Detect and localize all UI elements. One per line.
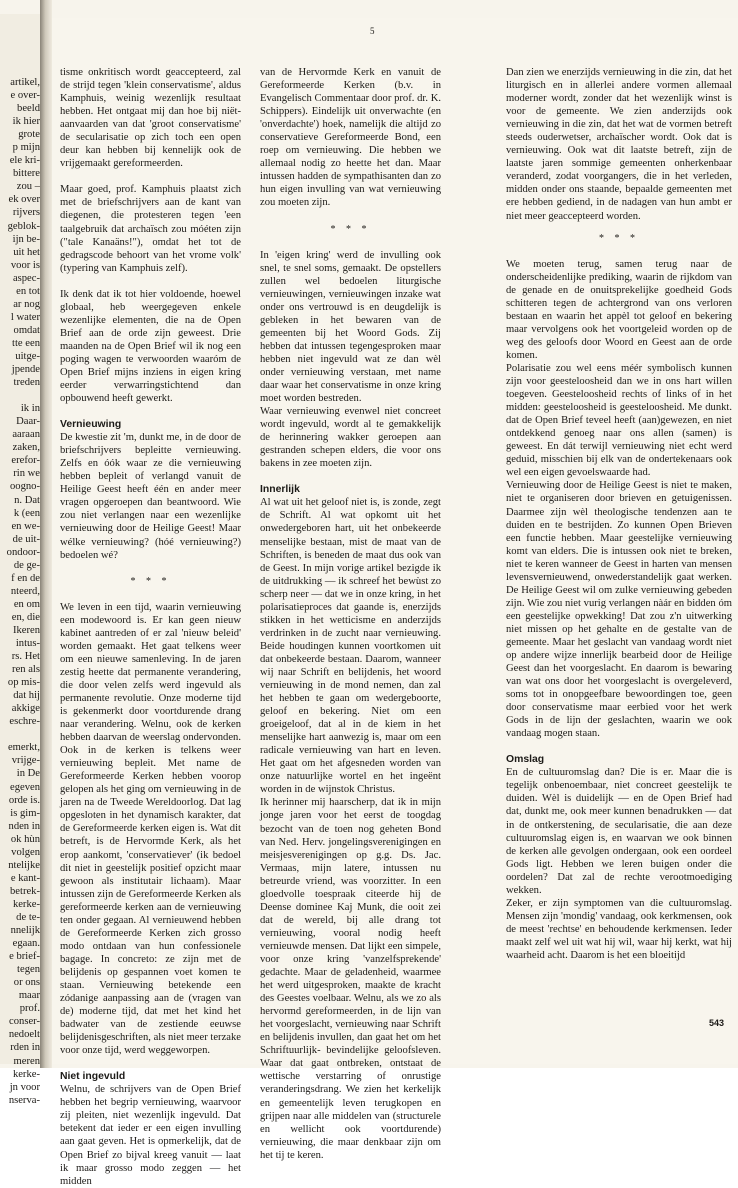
paragraph: Polarisatie zou wel eens méér symbolisch kunnen zijn voor geesteloosheid dan we in ons hart willen toegeven. Geesteloosheid rechts of links of in het midden: geesteloosheid is geesteloosheid. Me dunkt. dat de Open Brief teveel heeft (aan)gewezen, en niet ontdekkend genoeg naar ons allen (samen) is geweest. En dát terwijl vernieuwing niet echt werd geduid, misschien bij elk van de ondertekenaars ook wel een eigen gevoelswaarde had. xyxy=(506,362,732,479)
fragment-line: nserva- xyxy=(8,1094,40,1106)
fragment-line: oogno- xyxy=(9,481,40,493)
header-mark: 5 xyxy=(370,26,375,36)
fragment-line: Ikeren xyxy=(12,624,40,636)
fragment-line: n. Dat xyxy=(14,494,40,506)
paragraph: Ik herinner mij haarscherp, dat ik in mijn jonge jaren voor het eerst de toogdag bezocht van de toen nog geheten Bond van Ned. Herv. jongelingsverenigingen en meisjesverenigingen op g.g. Ds. Jac. Vermaas, mijn latere, intussen nu betreurde vriend, was voorzitter. In een gloedvolle toespraak citeerde hij de Deense dominee Kaj Munk, die ooit zei dat de wereld, bij alle drang tot vernieuwing, vooral nodig heeft vernieuwde mensen. Dat lijkt een simpele, voor onze kring 'vanzelfsprekende' gedachte. Maar de geladenheid, waarmee het werd uitgesproken, maakte de kracht des Geestes voelbaar. Welnu, als we zo als hervormd gereformeerden, in de lijn van het voorgeslacht, vernieuwing naar Schrift en belijdenis invullen, dan gaat het om het Schriftuurlijk- bevindelijke geloofsleven. Waar dat gaat ontbreken, ontstaat de wettische verstarring of onrustige veranderingsdrang. We zien het kerkelijk en gemeentelijk leven terugkopen en grijpen naar alle middelen van (structurele en wellicht ook voortdurende) vernieuwing, die maar denkbaar zijn om het tij te keren. xyxy=(260,797,441,1161)
fragment-line: artikel, xyxy=(10,77,40,88)
fragment-line: de ge- xyxy=(13,559,40,571)
fragment-line: maar xyxy=(18,990,40,1002)
fragment-line: geblok- xyxy=(7,220,40,232)
binding-gutter xyxy=(40,0,52,1068)
fragment-line: treden xyxy=(13,377,40,389)
fragment-line: erefor- xyxy=(11,455,40,467)
fragment-line: intus- xyxy=(15,638,40,650)
fragment-line: nnelijk xyxy=(10,925,40,937)
paragraph: Ik denk dat ik tot hier voldoende, hoewel globaal, heb weergegeven enkele wezenlijke elementen, die na de Open Brief aan de orde zijn geweest. Drie maanden na de Open Brief wil ik nog een poging wagen te verwoorden waaróm de Open Brief mijns inziens in eigen kring eerder verwarringstichtend dan opbouwend heeft gewerkt. xyxy=(60,288,241,405)
fragment-line: nden in xyxy=(8,820,40,832)
fragment-line: aspec- xyxy=(12,272,40,284)
section-divider: * * * xyxy=(130,575,171,587)
fragment-line: de uit- xyxy=(12,533,40,545)
fragment-line: en, die xyxy=(11,611,40,623)
column-2 xyxy=(260,66,441,1162)
fragment-line: ok hùn xyxy=(10,833,40,845)
fragment-line: en tot xyxy=(16,285,40,297)
fragment-line: in De xyxy=(16,768,40,780)
paragraph: tisme onkritisch wordt geaccepteerd, zal de strijd tegen 'klein conservatisme', aldus Kamphuis, weinig wezenlijk resultaat hebben. Het ontgaat mij dan hoe bij niët- aanvaarden van dat 'groot conservatisme' de secularisatie op zich toch een open deur kan hebben bij kennelijk ook de vrijgemaakt gereformeerden. xyxy=(60,67,241,170)
article-page xyxy=(52,18,738,1187)
fragment-line: beeld xyxy=(17,103,40,115)
paragraph: Al wat uit het geloof niet is, is zonde, zegt de Schrift. Al wat opkomt uit het onwedergeboren hart, uit het onbekeerde menselijke bestaan, mist de maat van de Schriften, is beneden de maat dus ook van de Geest. In mijn vorige artikel bezigde ik de uitdrukking — ik schreef het bewùst zo scherp neer — dat we in onze kring, in het polarisatieproces dat gaande is, enerzijds stikken in het wetticisme en anderzijds verdrinken in de zucht naar vernieuwing. Beide houdingen kunnen voortkomen uit dat onbekeerde bestaan. Daarom, wanneer wij naar Schrift en belijdenis, het woord vernieuwing in de mond nemen, dan zal het hebben te gaan om wedergeboorte, geloof en bekering. Niet om een groeigeloof, dat al in de kiem in het menselijke hart aanwezig is, maar om een radicale vernieuwing van hart en leven. Het gaat om het afgesneden worden van onze natuurlijke wortel en het ingeënt worden in de wijnstok Christus. xyxy=(260,497,441,796)
previous-page-fragments xyxy=(2,76,40,1107)
section-heading: Niet ingevuld xyxy=(60,1071,126,1083)
fragment-line: rs. Het xyxy=(11,651,40,663)
fragment-line: ondoor- xyxy=(6,546,40,558)
fragment-line xyxy=(2,728,40,741)
fragment-line: de te- xyxy=(16,912,40,923)
paragraph: van de Hervormde Kerk en vanuit de Gereformeerde Kerken (b.v. in Evangelisch Commentaar door prof. dr. K. Schippers). Eindelijk uit onverwachte (en 'onverdachte') hoek, namelijk die altijd zo conservatieve Gereformeerde Bond, een roep om vernieuwing. Die hebben we allemaal nodig zo heette het dan. Maar intussen hadden de sympathisanten dan zo hun eigen invulling van wat vernieuwing zou moeten zijn. xyxy=(260,67,441,209)
fragment-line: voor is xyxy=(10,259,40,271)
fragment-line: nteerd, xyxy=(10,585,40,597)
fragment-line: ijn be- xyxy=(12,233,40,245)
fragment-line: k (een xyxy=(13,507,40,519)
fragment-line: zaken, xyxy=(12,442,40,454)
fragment-line: uitge- xyxy=(15,350,40,362)
fragment-line: omdat xyxy=(13,324,40,336)
fragment-line: vrijge- xyxy=(11,755,40,767)
paragraph: De kwestie zit 'm, dunkt me, in de door de briefschrijvers bepleitte vernieuwing. Zelfs en óók waar ze die vernieuwing hebben bepleit of verlangd vanuit de Heilige Geest heeft één en ander meer vragen opgeroepen dan beantwoord. Wie zou niet verlangen naar een wezenlijke vernieuwing door de Heilige Geest! Maar wélke vernieuwing? (hóé vernieuwing?) bedoelen wé? xyxy=(60,432,241,561)
fragment-line: meren xyxy=(13,1055,40,1067)
paragraph: Maar goed, prof. Kamphuis plaatst zich met de briefschrijvers aan de kant van diegenen, die protesteren tegen 'een taalgebruik dat archaïsch zou móéten zijn ("tale Kanaäns!"), omdat het tot de gedragscode behoort van het vrome volk' (typering van Kamphuis zelf). xyxy=(60,184,241,274)
fragment-line: ar nog xyxy=(13,298,40,310)
fragment-line: dat hij xyxy=(13,690,40,702)
section-heading: Vernieuwing xyxy=(60,419,122,431)
paragraph: Waar vernieuwing evenwel niet concreet wordt ingevuld, wordt al te gemakkelijk de herinnering wakker geroepen aan gestranden schepen elders, die voor ons bakens in zee moeten zijn. xyxy=(260,406,441,470)
fragment-line: kerke- xyxy=(12,898,40,910)
fragment-line: or ons xyxy=(13,977,40,989)
fragment-line: rin we xyxy=(13,468,40,480)
fragment-line: jpende xyxy=(11,364,40,376)
paragraph: We moeten terug, samen terug naar de onderscheidenlijke prediking, waarin de rijkdom van de genade en de onuitsprekelijke goedheid Gods schitteren tegen de achtergrond van ons verloren bestaan en waarin het appèl tot geloof en bekering maar vervolgens ook het voortgeleid worden op de weg des geloofs door Woord en Geest aan de orde komen. xyxy=(506,258,732,361)
paragraph: Vernieuwing door de Heilige Geest is niet te maken, niet te organiseren door brieven en getuigenissen. Daarmee zijn wèl theologische tendenzen aan te duiden en te bestrijden. Zo kunnen Open Brieven een functie hebben. Maar geestelijke vernieuwing komt van elders. Die is intussen ook niet te breken, niet te keren wanneer de Geest in harten van mensen levensvernieuwend, onwederstandelijk gaat werken. De Heilige Geest wil om zulke vernieuwing gebeden zijn. Wie zou niet vurig verlangen nàár en bidden óm een geestelijke opwekking! Dat zou z'n uitwerking niet missen op het gehalte en de gestalte van de gemeente. Maar het geslacht van vandaag wordt niet op andere wijze innerlijk bearbeid door de Heilige Geest dan het voorgeslacht. En daarom is bewaring van wat ons door het voorgeslacht is overgeleverd, soms tot in onopgeefbare bewoordingen toe, geen door conservatisme maar eerbied voor het werk Gods in de lijn der geslachten, waarin we ook vandaag mogen staan. xyxy=(506,480,732,740)
fragment-line: volgen xyxy=(11,846,40,858)
fragment-line: rden in xyxy=(10,1042,40,1054)
column-3 xyxy=(506,66,732,962)
fragment-line: l water xyxy=(10,311,40,323)
fragment-line: bittere xyxy=(12,168,40,180)
fragment-line: ntelijke xyxy=(8,859,40,871)
fragment-line: akkige xyxy=(11,703,40,715)
fragment-line: uit het xyxy=(13,246,40,258)
fragment-line: en om xyxy=(13,598,40,610)
fragment-line: Daar- xyxy=(16,416,40,428)
fragment-line: aaraan xyxy=(12,429,40,441)
fragment-line: ek over xyxy=(8,194,40,206)
fragment-line: ren als xyxy=(12,664,40,676)
fragment-line: e over- xyxy=(10,90,40,102)
fragment-line: nedoelt xyxy=(8,1029,40,1041)
fragment-line: betrek- xyxy=(10,885,40,897)
fragment-line: rijvers xyxy=(12,207,40,219)
paragraph: En de cultuuromslag dan? Die is er. Maar die is tegelijk onbenoembaar, niet concreet geestelijk te duiden. Wèl is duidelijk — en de Open Brief had dat, dunkt me, ook meer kunnen benadrukken — dat in de ontkerstening, de secularisatie, die aan deze cultuuromslag eigen is, en waarvan we ook binnen de kerken alle gevolgen ondergaan, ook een oordeel Gods ligt. Hebben we leren buigen onder die oordelen? Dat zal de rechte verootmoediging wekken. xyxy=(506,767,732,896)
fragment-line: grote xyxy=(18,129,40,141)
fragment-line: ele kri- xyxy=(9,155,40,167)
fragment-line: egeven xyxy=(10,781,40,793)
column-1 xyxy=(60,66,241,1188)
fragment-line: is gim- xyxy=(10,807,40,819)
fragment-line: tte een xyxy=(12,337,40,349)
paragraph: Zeker, er zijn symptomen van die cultuuromslag. Mensen zijn 'mondig' vandaag, ook kerkmensen, ook de meest 'rechtse' en behoudende kerkmensen. Ieder maakt zelf wel uit wat hij wil, waar hij kerkt, wat hij waarheid acht. Daarom is het een bloeitijd xyxy=(506,897,732,961)
fragment-line: ik in xyxy=(20,403,40,415)
fragment-line: kerke- xyxy=(12,1068,40,1080)
paragraph: Welnu, de schrijvers van de Open Brief hebben het begrip vernieuwing, waarvoor zij pleiten, niet wezenlijk ingevuld. Dat betekent dat ieder er een eigen invulling aan gaat geven. Het is opmerkelijk, dat de Open Brief zo bijval kreeg vanuit — laat ik maar grosso modo zeggen — het midden xyxy=(60,1084,241,1187)
page-number: 543 xyxy=(708,1018,724,1028)
fragment-line: ik hier xyxy=(12,116,40,128)
fragment-line: eschre- xyxy=(9,716,40,728)
fragment-line xyxy=(2,389,40,402)
fragment-line: e brief- xyxy=(9,951,40,963)
fragment-line: emerkt, xyxy=(7,742,40,754)
fragment-line: p mijn xyxy=(12,142,40,154)
fragment-line: orde is. xyxy=(8,794,40,806)
fragment-line: conser- xyxy=(9,1016,40,1028)
section-heading: Innerlijk xyxy=(260,484,300,496)
paragraph: Dan zien we enerzijds vernieuwing in die zin, dat het liturgisch en in allerlei andere vormen allemaal moderner wordt, zonder dat het wezenlijk winst is voor de gemeente. We zien anderzijds ook vernieuwing in die zin, dat het wat de vormen betreft steeds ouderwetser, archaïscher wordt. Ook dat is vernieuwing. Ook wat dit laatste betreft, zijn de laatste jaren sommige gemeenten onherkenbaar veranderd, zodat voorgangers, die in het verleden, midden onder ons staande, bepaalde gemeenten met ere hebben gediend, in de nadagen van hun ambt er niet meer geaccepteerd worden. xyxy=(506,67,732,222)
fragment-line: zou – xyxy=(16,181,40,193)
fragment-line: e kant- xyxy=(10,872,40,884)
fragment-line: en we- xyxy=(11,520,40,532)
fragment-line: prof. xyxy=(19,1003,40,1015)
fragment-line: jn voor xyxy=(9,1081,40,1093)
paragraph: We leven in een tijd, waarin vernieuwing een modewoord is. Er kan geen nieuw kabinet aantreden of er zal 'nieuw beleid' worden gemaakt. Het gaat telkens weer om een nieuwe samenleving. In de jaren zestig heette dat permanente verandering, die door velen zelfs werd ingevuld als permanente revolutie. Onze moderne tijd is gekenmerkt door voortdurende drang naar verandering. Welnu, ook de kerken hebben daarvan de weerslag ondervonden. Ook in de kerken is telkens weer vernieuwing bepleit. Met name de Gereformeerde Kerken hebben voorop gelopen als het ging om vernieuwing in de jaren na de Tweede Wereldoorlog. Dat lag opgesloten in het dynamisch karakter, dat de Gereformeerde kerken eigen is. Wat dit betreft, is de Hervormde Kerk, als het erop aankomt, 'conservatiever' (ik bedoel dit niet in geestelijk positief opzicht maar gewoon als institutair lichaam). Maar intussen zijn de Gereformeerde Kerken als gereformeerde kerken aan de vernieuwing ten onder gegaan. Al vernieuwend hebben de Gereformeerde Kerken zich grosso modo ontdaan van hun confessionele bagage. In concreto: ze zijn met de belijdenis op gespannen voet komen te staan. Vernieuwing betekende een zódanige aanpassing aan de (vragen van de) moderne tijd, dat met het kind het badwater van de zestiende eeuwse belijdenisgeschriften, als niet meer terzake voor onze tijd, werd weggeworpen. xyxy=(60,601,241,1057)
fragment-line: egaan. xyxy=(12,938,40,950)
fragment-line: f en de xyxy=(11,572,40,584)
previous-page-edge xyxy=(0,14,41,1106)
section-divider: * * * xyxy=(599,232,639,244)
fragment-line: tegen xyxy=(17,964,40,976)
paragraph: In 'eigen kring' werd de invulling ook snel, te snel soms, gemaakt. De opstellers zullen wel bedoelen liturgische vernieuwingen, vernieuwingen inzake wat onder ons vertrouwd is en deugdelijk is gebleken in het bewaren van de gemeenten bij het Woord Gods. Zij hebben dat intussen tegengesproken maar hebben niet ingevuld wat ze dan wèl onder vernieuwing verstaan, met name daar waar het conservatisme in onze kring moet worden bestreden. xyxy=(260,249,441,405)
fragment-line: op mis- xyxy=(7,677,40,689)
section-divider: * * * xyxy=(330,223,371,235)
section-heading: Omslag xyxy=(506,754,545,766)
